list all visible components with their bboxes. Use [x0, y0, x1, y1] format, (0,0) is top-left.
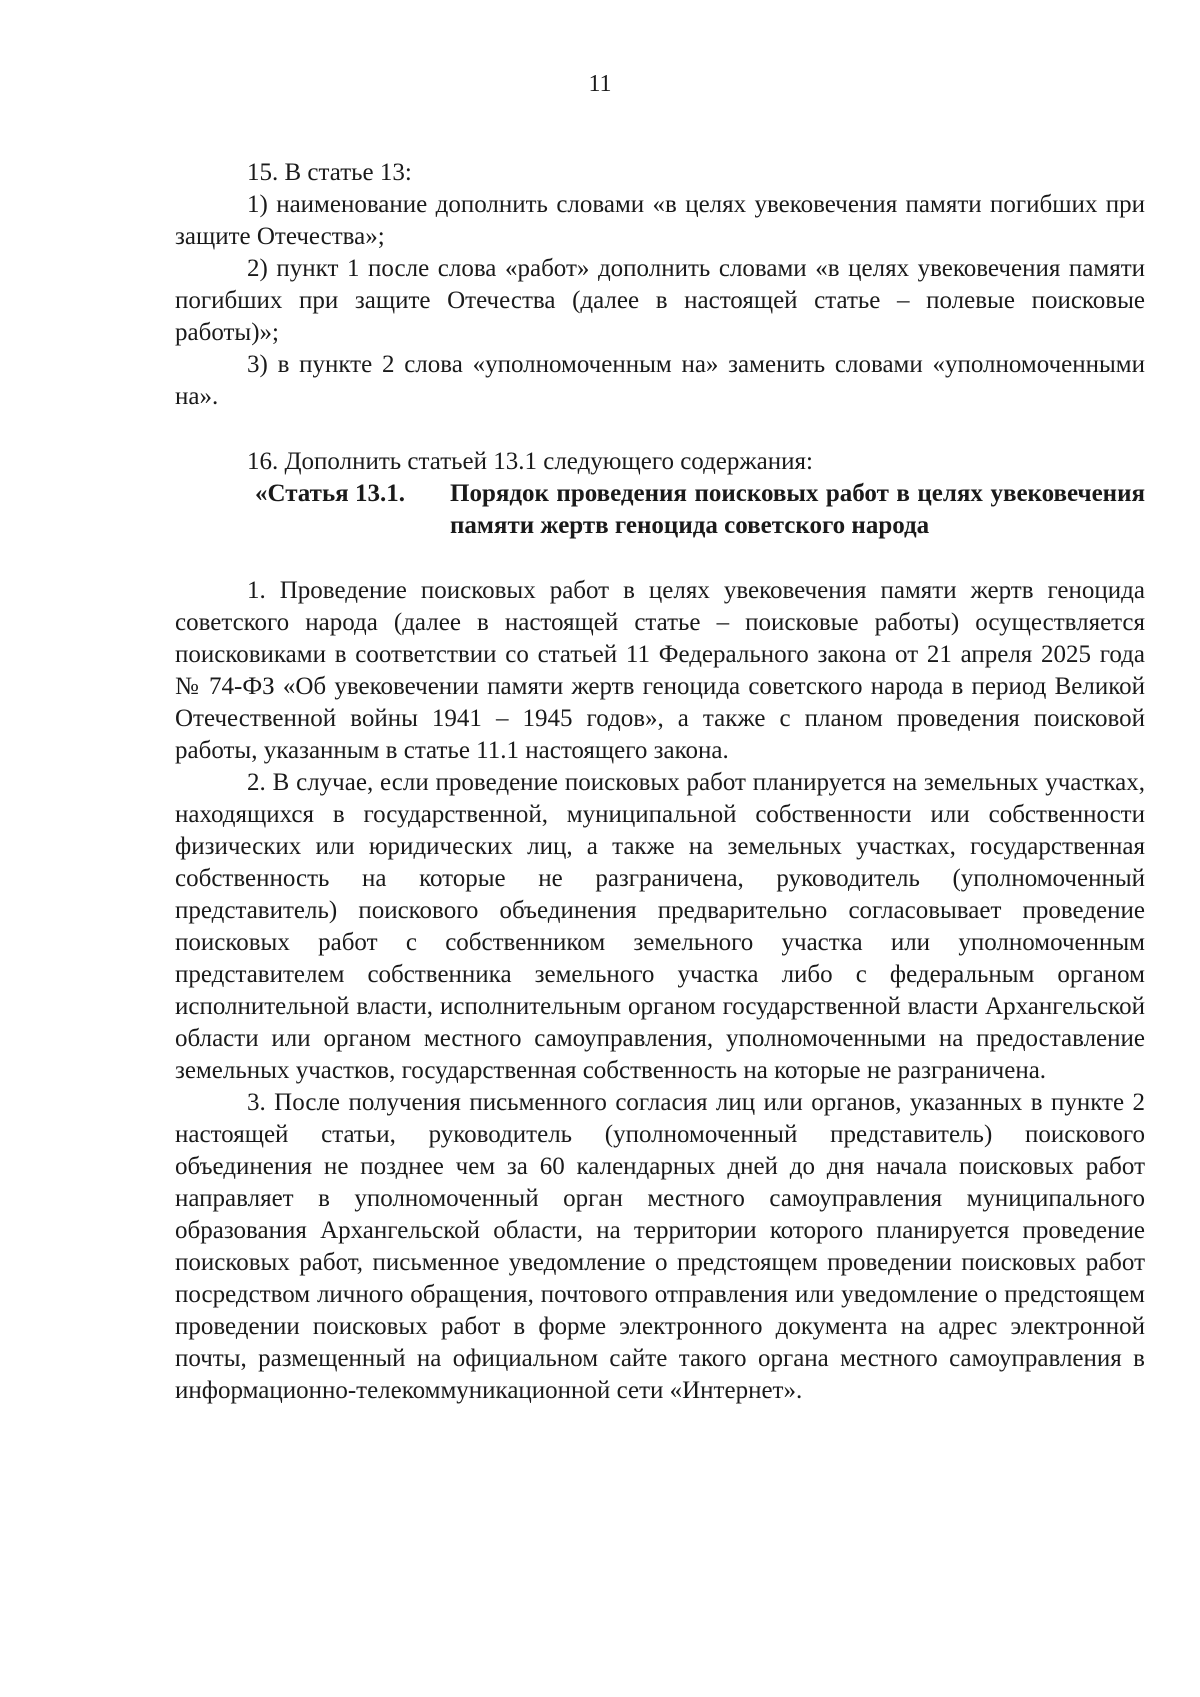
section-16	[175, 446, 1145, 1407]
article-body	[175, 575, 1145, 1407]
section-15	[175, 157, 1145, 413]
section-15-heading: 15. В статье 13:	[247, 159, 412, 186]
section-15-item-2: 2) пункт 1 после слова «работ» дополнить словами «в целях увековечения памяти погибших при защите Отечества (далее в настоящей статье – полевые поисковые работы)»;	[175, 255, 1145, 346]
document-body	[175, 157, 1145, 1407]
article-paragraph-3: 3. После получения письменного согласия лиц или органов, указанных в пункте 2 настоящей статьи, руководитель (уполномоченный представитель) поискового объединения не позднее чем за 60 календарных дней до дня начала поисковых работ направляет в уполномоченный орган местного самоуправления муниципального образования Архангельской области, на территории которого планируется проведение поисковых работ, письменное уведомление о предстоящем проведении поисковых работ посредством личного обращения, почтового отправления или уведомление о предстоящем проведении поисковых работ в форме электронного документа на адрес электронной почты, размещенный на официальном сайте такого органа местного самоуправления в информационно-телекоммуникационной сети «Интернет».	[175, 1089, 1145, 1404]
section-16-heading: 16. Дополнить статьей 13.1 следующего содержания:	[247, 448, 813, 475]
article-paragraph-1: 1. Проведение поисковых работ в целях увековечения памяти жертв геноцида советского народа (далее в настоящей статье – поисковые работы) осуществляется поисковиками в соответствии со статьей 11 Федерального закона от 21 апреля 2025 года № 74-ФЗ «Об увековечении памяти жертв геноцида советского народа в период Великой Отечественной войны 1941 – 1945 годов», а также с планом проведения поисковой работы, указанным в статье 11.1 настоящего закона.	[175, 577, 1145, 764]
page-number: 11	[588, 71, 612, 97]
section-15-item-1: 1) наименование дополнить словами «в целях увековечения памяти погибших при защите Отечества»;	[175, 191, 1145, 250]
article-title: Порядок проведения поисковых работ в целях увековечения памяти жертв геноцида советского народа	[450, 480, 1145, 539]
section-15-item-3: 3) в пункте 2 слова «уполномоченным на» заменить словами «уполномоченными на».	[175, 351, 1145, 410]
article-heading	[175, 478, 1145, 542]
article-paragraph-2: 2. В случае, если проведение поисковых работ планируется на земельных участках, находящихся в государственной, муниципальной собственности или собственности физических или юридических лиц, а также на земельных участках, государственная собственность на которые не разграничена, руководитель (уполномоченный представитель) поискового объединения предварительно согласовывает проведение поисковых работ с собственником земельного участка или уполномоченным представителем собственника земельного участка либо с федеральным органом исполнительной власти, исполнительным органом государственной власти Архангельской области или органом местного самоуправления, уполномоченными на предоставление земельных участков, государственная собственность на которые не разграничена.	[175, 769, 1145, 1084]
article-label: «Статья 13.1.	[255, 480, 405, 507]
